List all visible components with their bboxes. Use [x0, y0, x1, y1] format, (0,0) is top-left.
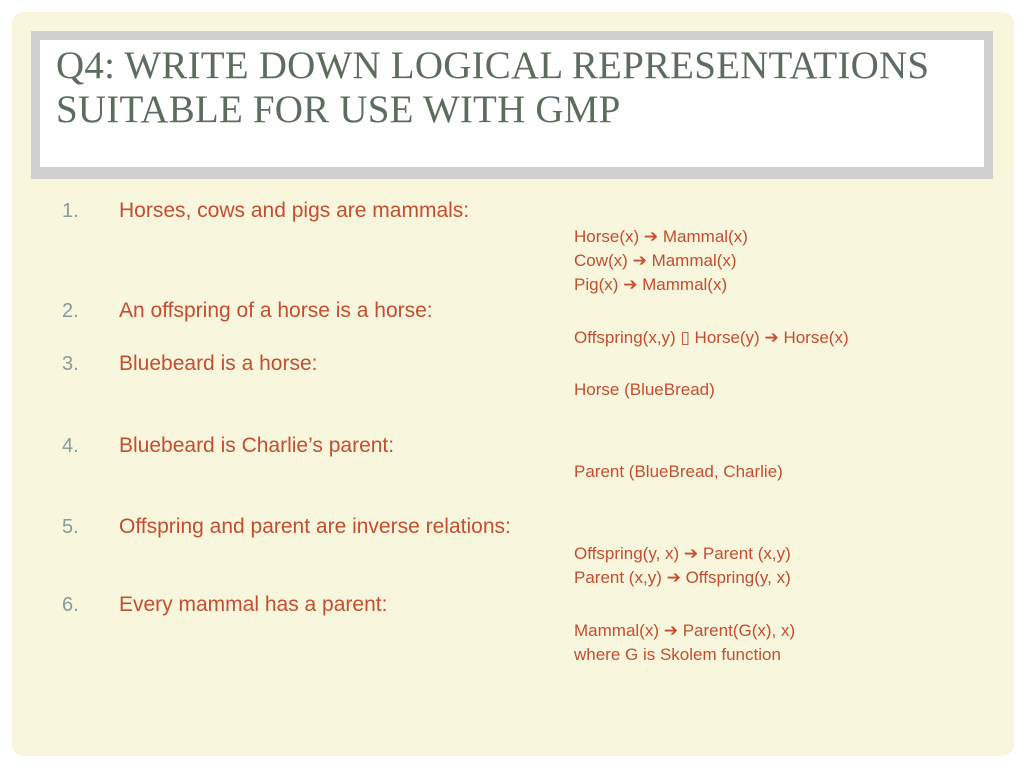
logic-term: Parent(G(x), x): [682, 621, 796, 640]
logic-term: Mammal(x): [642, 275, 728, 294]
logic-term: Parent (x,y): [702, 544, 791, 563]
logic-term: Cow(x): [574, 251, 628, 270]
logic-term: Mammal(x): [651, 251, 737, 270]
item-text-4: Bluebeard is Charlie’s parent:: [119, 434, 395, 457]
logic-line-4: [574, 326, 849, 350]
title-frame: [31, 31, 993, 179]
logic-term: Offspring(y, x): [574, 544, 680, 563]
logic-term: Offspring(x,y): [574, 328, 676, 347]
logic-line-6: Parent (BlueBread, Charlie): [574, 462, 783, 481]
logic-line-3: [574, 273, 727, 297]
logic-line-9: [574, 619, 795, 643]
logic-term: Mammal(x): [662, 227, 748, 246]
logic-line-10: where G is Skolem function: [574, 645, 781, 664]
logic-term: Horse(y): [694, 328, 760, 347]
item-text-5: Offspring and parent are inverse relations:: [119, 515, 511, 538]
logic-line-8: [574, 566, 791, 590]
logic-term: Horse(x): [783, 328, 849, 347]
arrow-icon: ➔: [632, 251, 647, 270]
logic-term: Horse(x): [574, 227, 640, 246]
logic-term: Pig(x): [574, 275, 619, 294]
logic-term: Mammal(x): [574, 621, 659, 640]
logic-line-1: [574, 225, 748, 249]
item-number-6: 6.: [62, 594, 79, 616]
item-text-6: Every mammal has a parent:: [119, 593, 388, 616]
logic-term: Parent (x,y): [574, 568, 662, 587]
item-number-5: 5.: [62, 516, 79, 538]
logic-line-7: [574, 542, 791, 566]
logic-line-2: [574, 249, 737, 273]
logic-line-5: Horse (BlueBread): [574, 380, 715, 399]
item-text-1: Horses, cows and pigs are mammals:: [119, 199, 470, 222]
item-text-3: Bluebeard is a horse:: [119, 352, 318, 375]
arrow-icon: ➔: [643, 227, 659, 246]
arrow-icon: ➔: [764, 328, 779, 347]
arrow-icon: ➔: [683, 544, 699, 563]
item-number-3: 3.: [62, 353, 79, 375]
item-number-2: 2.: [62, 300, 79, 322]
and-symbol-icon: ▯: [680, 328, 690, 347]
logic-term: Offspring(y, x): [685, 568, 791, 587]
arrow-icon: ➔: [663, 621, 678, 640]
arrow-icon: ➔: [623, 275, 638, 294]
title-box: [40, 40, 984, 167]
slide-title: Q4: WRITE DOWN LOGICAL REPRESENTATIONS SUITABLE FOR USE WITH GMP: [56, 44, 930, 131]
item-number-4: 4.: [62, 435, 79, 457]
item-number-1: 1.: [62, 200, 79, 222]
item-text-2: An offspring of a horse is a horse:: [119, 299, 433, 322]
arrow-icon: ➔: [666, 568, 681, 587]
